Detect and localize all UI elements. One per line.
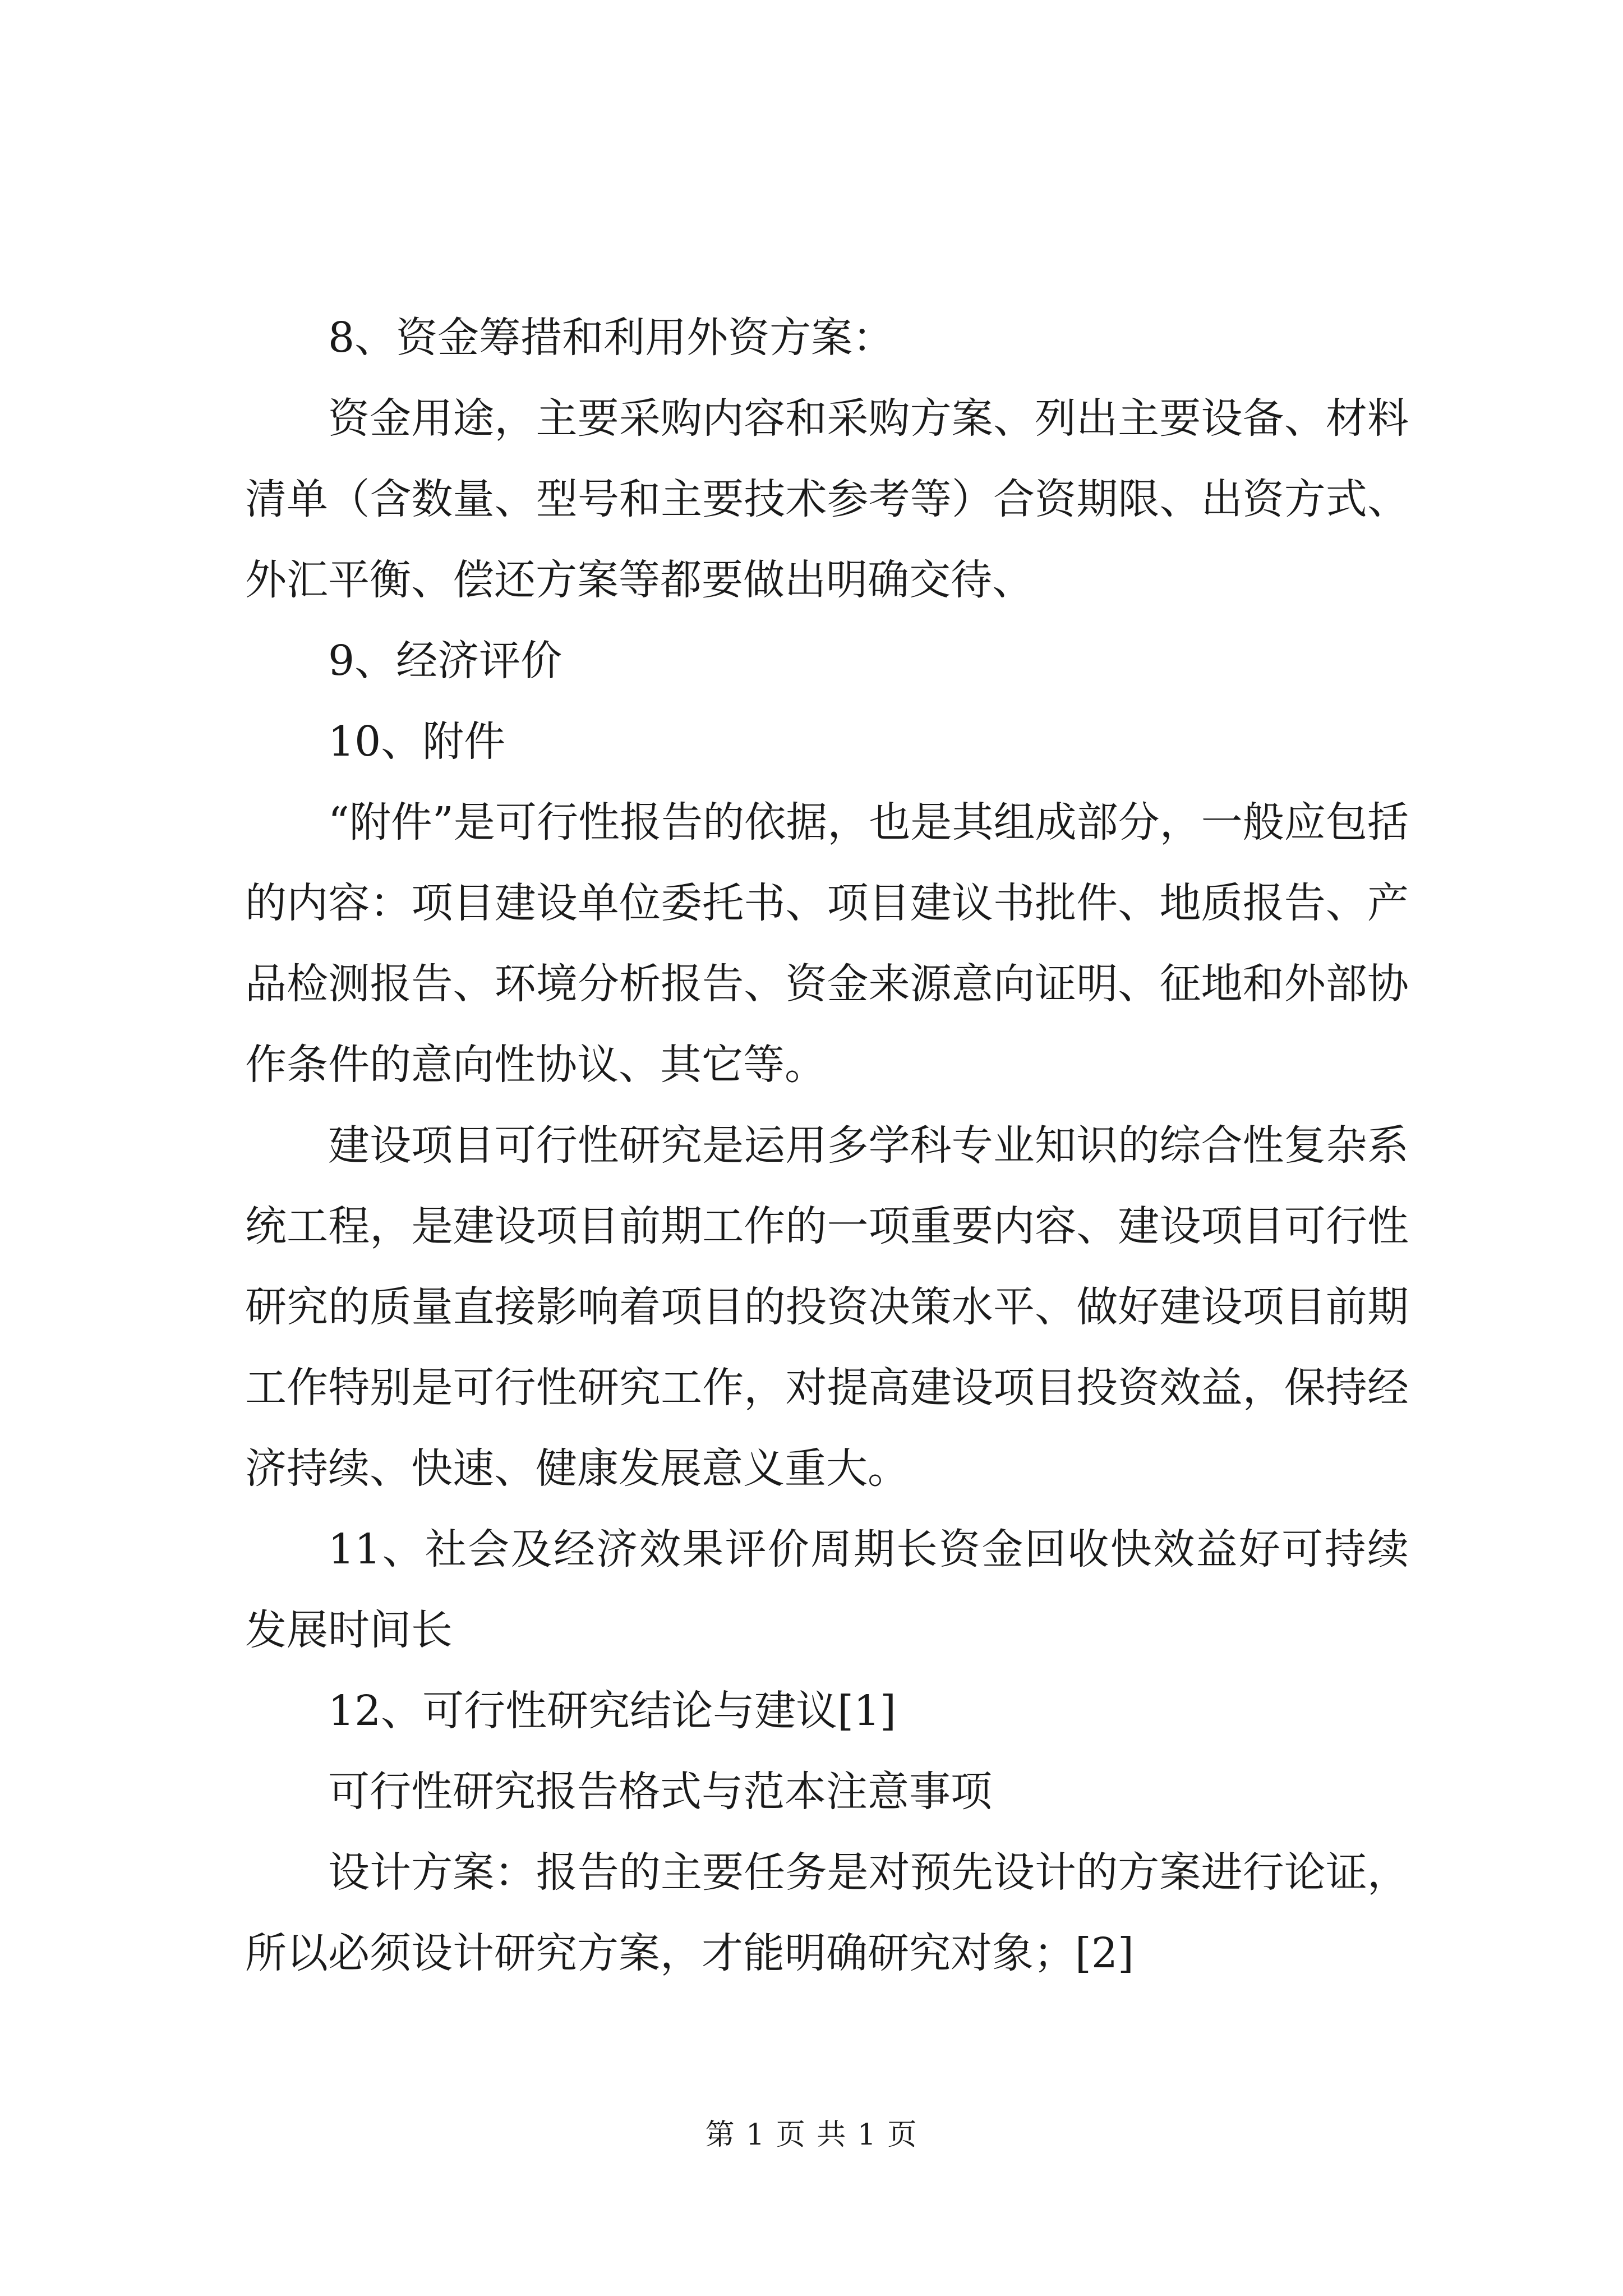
- paragraph-social-economic-evaluation: 11、社会及经济效果评价周期长资金回收快效益好可持续发展时间长: [245, 1525, 1409, 1654]
- document-body: [245, 297, 1409, 1994]
- page-footer: 第 1 页 共 1 页: [705, 2118, 918, 2152]
- paragraph-format-notes-heading: 可行性研究报告格式与范本注意事项: [328, 1768, 992, 1816]
- paragraph-design-scheme: 设计方案：报告的主要任务是对预先设计的方案进行论证，所以必须设计研究方案，才能明确研究对象；[2]: [245, 1848, 1409, 1977]
- paragraph-attachments-heading: 10、附件: [328, 717, 506, 766]
- paragraph-attachments-description: “附件”是可行性报告的依据，也是其组成部分，一般应包括的内容：项目建设单位委托书、项目建议书批件、地质报告、产品检测报告、环境分析报告、资金来源意向证明、征地和外部协作条件的意向性协议、其它等。: [245, 798, 1409, 1089]
- paragraph-economic-evaluation-heading: 9、经济评价: [328, 637, 562, 685]
- paragraph-conclusion-heading: 12、可行性研究结论与建议[1]: [328, 1687, 896, 1735]
- paragraph-feasibility-study-importance: 建设项目可行性研究是运用多学科专业知识的综合性复杂系统工程，是建设项目前期工作的一项重要内容、建设项目可行性研究的质量直接影响着项目的投资决策水平、做好建设项目前期工作特别是可行性研究工作，对提高建设项目投资效益，保持经济持续、快速、健康发展意义重大。: [245, 1121, 1409, 1493]
- paragraph-funding-usage: 资金用途，主要采购内容和采购方案、列出主要设备、材料清单（含数量、型号和主要技术参考等）合资期限、出资方式、外汇平衡、偿还方案等都要做出明确交待、: [245, 394, 1409, 604]
- paragraph-funding-plan-heading: 8、资金筹措和利用外资方案：: [328, 314, 895, 362]
